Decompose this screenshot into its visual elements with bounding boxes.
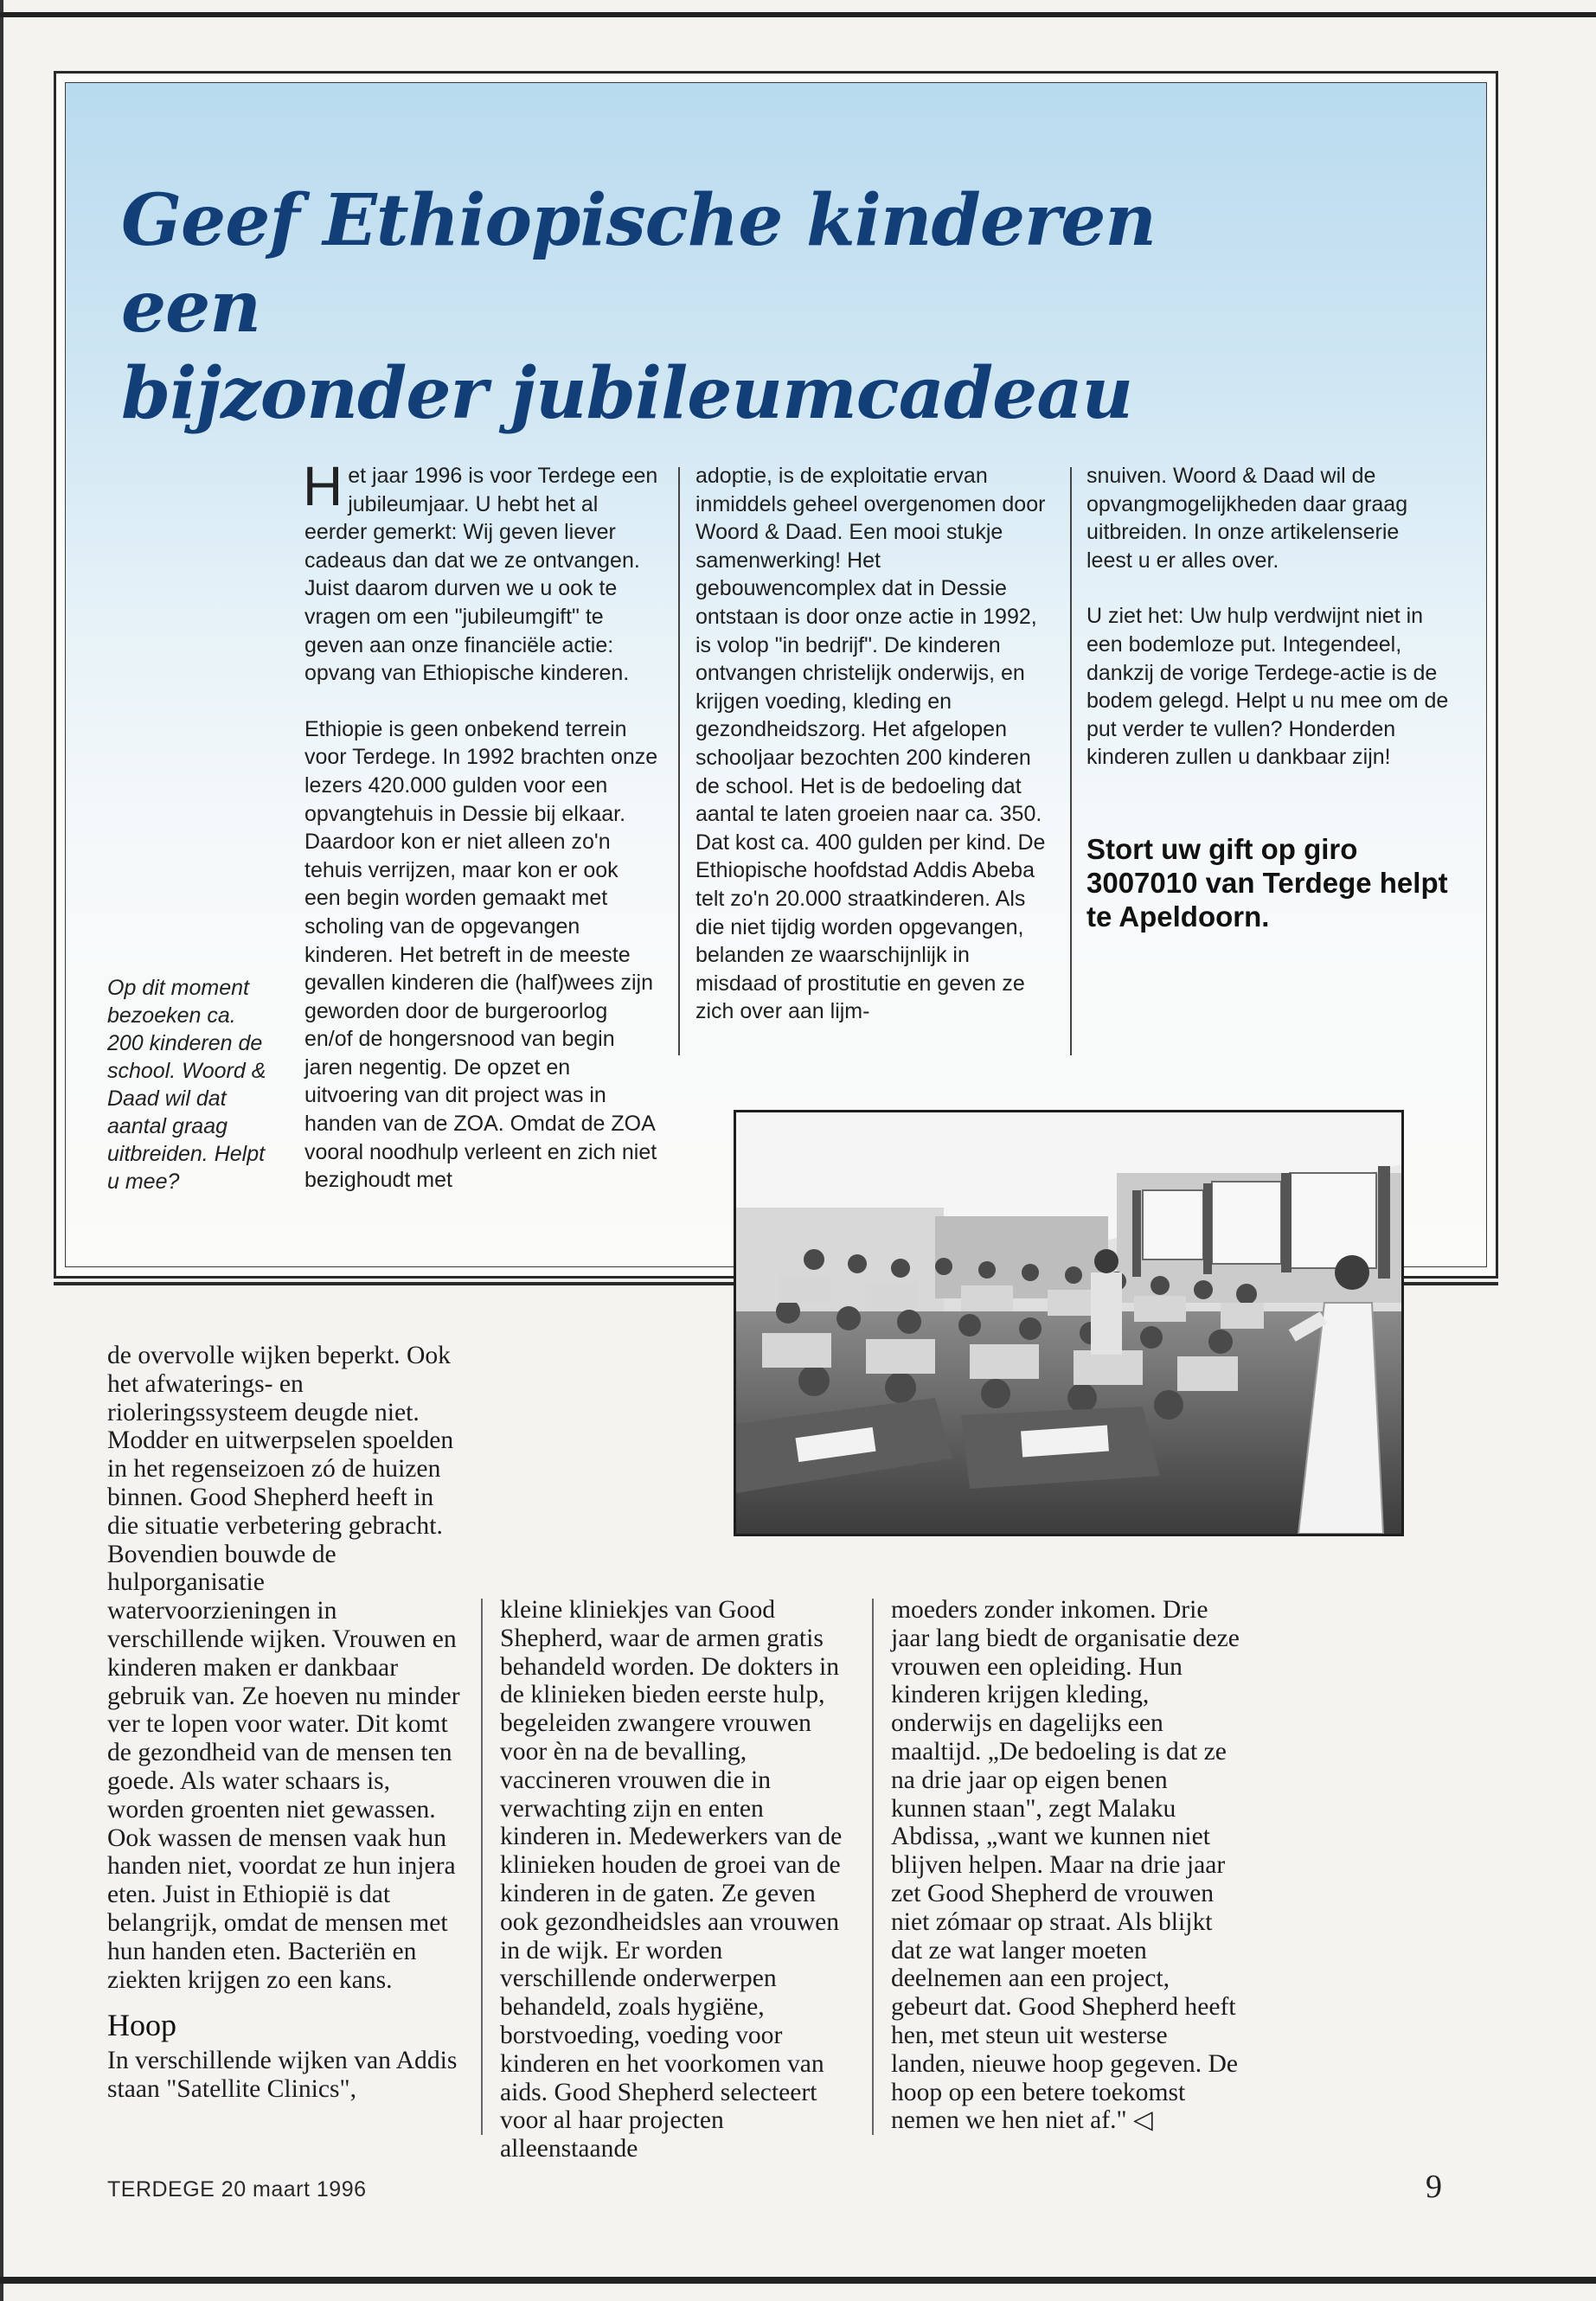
body-column-2 (500, 1596, 855, 2163)
article-col1-para-1 (303, 455, 659, 688)
donation-call-to-action: Stort uw gift op giro 3007010 van Terdege helpt te Apeldoorn. (1086, 833, 1448, 933)
photo-caption: Op dit moment bezoeken ca. 200 kinderen de school. Woord & Daad wil dat aantal graag uitbreiden. Helpt u mee? (107, 976, 266, 1194)
body-col2-text: kleine kliniekjes van Good Shepherd, waar de armen gratis behandeld worden. De dokters in de klinieken bieden eerste hulp, begeleiden zwangere vrouwen voor èn na de bevalling, vaccineren vrouwen die in verwachting zijn en enten kinderen in. Medewerkers van de klinieken houden de groei van de kinderen in de gaten. Ze geven ook gezondheidsles aan vrouwen in de wijk. Er worden verschillende onderwerpen behandeld, zoals hygiëne, borstvoeding, voeding voor kinderen en het voorkomen van aids. Good Shepherd selecteert voor al haar projecten alleenstaande (500, 1596, 843, 2163)
page-number: 9 (1426, 2169, 1442, 2205)
body-column-3 (891, 1596, 1246, 2135)
body-col1-after: In verschillende wijken van Addis staan "Satellite Clinics", (107, 2047, 458, 2103)
drop-cap: H (303, 455, 343, 517)
article-col3-para-2: U ziet het: Uw hulp verdwijnt niet in een bodemloze put. Integendeel, dankzij de vorige Terdege-actie is de bodem gelegd. Helpt u nu mee om de put verder te vullen? Honderden kinderen zullen u dankbaar zijn! (1086, 604, 1449, 770)
column-divider (872, 1599, 874, 2135)
article-column-2 (695, 462, 1052, 1054)
article-col3-para-1: snuiven. Woord & Daad wil de opvangmogelijkheden daar graag uitbreiden. In onze artikelenserie leest u er alles over. (1086, 464, 1408, 573)
body-col3-text: moeders zonder inkomen. Drie jaar lang biedt de organisatie deze vrouwen een opleiding. Hun kinderen krijgen kleding, onderwijs en dagelijks een maaltijd. „De bedoeling is dat ze na drie jaar op eigen benen kunnen staan", zegt Malaku Abdissa, „want we kunnen niet blijven helpen. Maar na drie jaar zet Good Shepherd de vrouwen niet zómaar op straat. Als blijkt dat ze wat langer moeten deelnemen aan een project, gebeurt dat. Good Shepherd heeft hen, met steun uit westerse landen, nieuwe hoop gegeven. De hoop op een betere toekomst nemen we hen niet af." ◁ (891, 1596, 1240, 2135)
page-edge (0, 0, 3, 2301)
title-line-2: bijzonder jubileumcadeau (121, 352, 1133, 435)
body-col1-text: de overvolle wijken beperkt. Ook het afwaterings- en rioleringssysteem deugde niet. Modder en uitwerpselen spoelden in het regenseizoen zó de huizen binnen. Good Shepherd heeft in die situatie verbetering gebracht. Bovendien bouwde de hulporganisatie watervoorzieningen in verschillende wijken. Vrouwen en kinderen maken er dankbaar gebruik van. Ze hoeven nu minder ver te lopen voor water. Dit komt de gezondheid van de mensen ten goede. Als water schaars is, worden groenten niet gewassen. Ook wassen de mensen vaak hun handen niet, voordat ze hun injera eten. Juist in Ethiopië is dat belangrijk, omdat de mensen met hun handen eten. Bacteriën en ziekten krijgen zo een kans. (107, 1342, 460, 1994)
column-divider (481, 1599, 483, 2135)
column-divider (678, 467, 680, 1055)
article-col1-para-2: Ethiopie is geen onbekend terrein voor Terdege. In 1992 brachten onze lezers 420.000 gulden voor een opvangtehuis in Dessie bij elkaar. Daardoor kon er niet alleen zo'n tehuis verrijzen, maar kon er ook een begin worden gemaakt met scholing van de opgevangen kinderen. Het betreft in de meeste gevallen kinderen die (half)wees zijn geworden door de burgeroorlog en/of de hongersnood van begin jaren negentig. De opzet en uitvoering van dit project was in handen van de ZOA. Omdat de ZOA vooral noodhulp verleent en zich niet bezighoudt met (304, 716, 658, 1193)
column-divider (1070, 467, 1072, 1055)
article-col1-para-1-text: et jaar 1996 is voor Terdege een jubileumjaar. U hebt het al eerder gemerkt: Wij geven liever cadeaus dan dat we ze ontvangen. Juist daarom durven we u ook te vragen om een "jubileumgift" te geven aan onze financiële actie: opvang van Ethiopische kinderen. (304, 464, 658, 686)
article-column-1 (303, 455, 659, 1222)
body-column-1 (107, 1342, 462, 2104)
title-line-1: Geef Ethiopische kinderen een (121, 179, 1157, 349)
section-heading-hoop: Hoop (107, 2008, 176, 2043)
top-rule (0, 12, 1596, 17)
article-col2-text: adoptie, is de exploitatie ervan inmiddels geheel overgenomen door Woord & Daad. Een mooi stukje samenwerking! Het gebouwencomplex dat in Dessie ontstaan is door onze actie in 1992, is volop "in bedrijf". De kinderen ontvangen christelijk onderwijs, en krijgen voeding, kleding en gezondheidszorg. Het afgelopen schooljaar bezochten 200 kinderen de school. Het is de bedoeling dat aantal te laten groeien naar ca. 350. Dat kost ca. 400 gulden per kind. De Ethiopische hoofdstad Addis Abeba telt zo'n 20.000 straatkinderen. Als die niet tijdig worden opgevangen, belanden ze waarschijnlijk in misdaad of prostitutie en geven ze zich over aan lijm- (695, 464, 1046, 1024)
classroom-photo (734, 1110, 1404, 1536)
publication-line: TERDEGE 20 maart 1996 (107, 2177, 367, 2202)
article-title (121, 177, 1159, 437)
article-column-3 (1086, 462, 1450, 799)
bottom-rule (0, 2277, 1596, 2284)
